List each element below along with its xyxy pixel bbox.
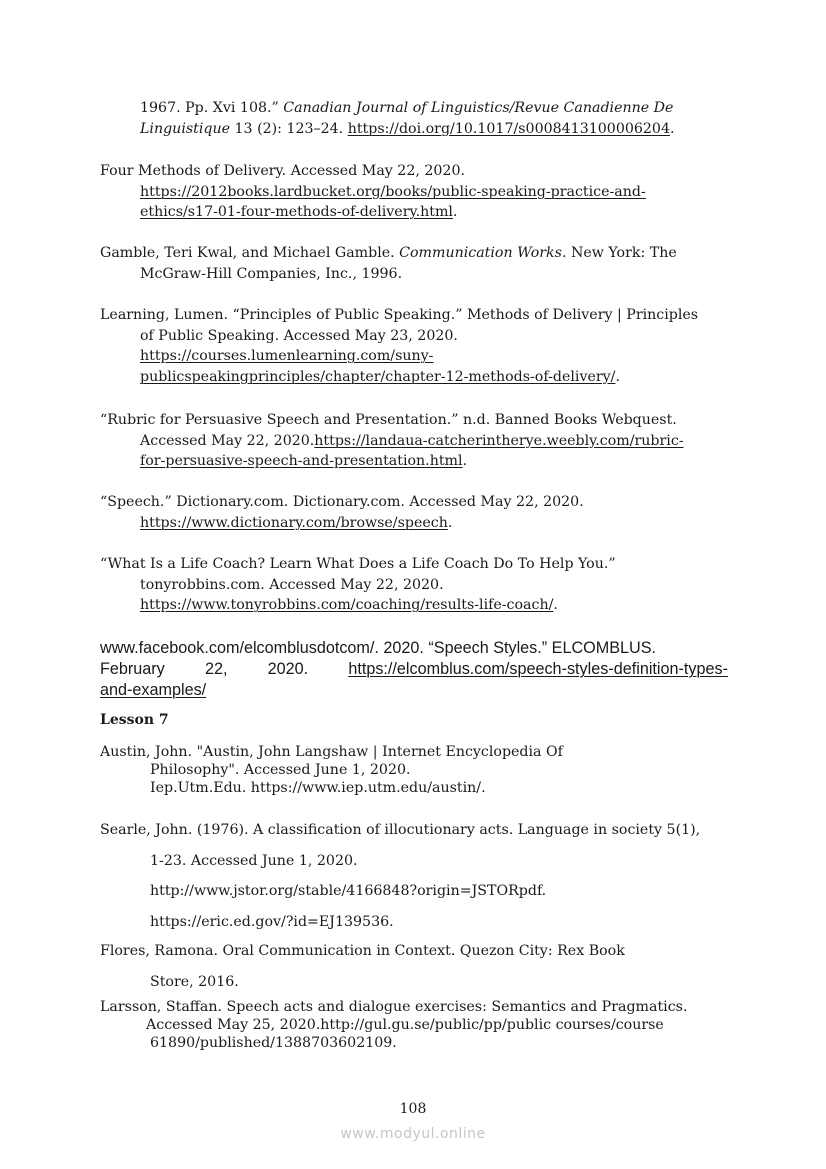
reference-line: https://www.dictionary.com/browse/speech.: [140, 514, 453, 531]
reference-entry: [100, 492, 730, 533]
reference-line: Four Methods of Delivery. Accessed May 22, 2020.: [100, 163, 465, 179]
url-link[interactable]: https://www.tonyrobbins.com/coaching/results-life-coach/: [140, 597, 554, 613]
url-link[interactable]: https://elcomblus.com/speech-styles-definition-types-: [348, 660, 728, 678]
reference-line: Larsson, Staffan. Speech acts and dialogue exercises: Semantics and Pragmatics.: [100, 999, 688, 1015]
reference-entry: [100, 998, 730, 1052]
reference-entry: [100, 243, 730, 284]
journal-title: Linguistique: [140, 120, 230, 137]
reference-entry: [100, 554, 730, 616]
reference-entry: [100, 743, 730, 797]
reference-line: “Rubric for Persuasive Speech and Presentation.” n.d. Banned Books Webquest.: [100, 412, 677, 428]
reference-line: Accessed May 22, 2020.https://landaua-catcherintherye.weebly.com/rubric-: [140, 432, 684, 449]
journal-title: Canadian Journal of Linguistics/Revue Canadienne De: [283, 100, 674, 116]
reference-line: of Public Speaking. Accessed May 23, 2020.: [140, 327, 458, 344]
reference-line: Philosophy". Accessed June 1, 2020.: [150, 762, 411, 778]
reference-line: “What Is a Life Coach? Learn What Does a Life Coach Do To Help You.”: [100, 556, 616, 572]
reference-line: Searle, John. (1976). A classification of illocutionary acts. Language in society 5(1),: [100, 822, 701, 838]
reference-entry: [100, 815, 730, 937]
reference-line: February 22, 2020. https://elcomblus.com/speech-styles-definition-types-: [100, 660, 728, 678]
reference-entry: [100, 638, 728, 701]
url-link[interactable]: for-persuasive-speech-and-presentation.html: [140, 453, 463, 469]
reference-line: “Speech.” Dictionary.com. Dictionary.com. Accessed May 22, 2020.: [100, 494, 584, 510]
url-link[interactable]: https://landaua-catcherintherye.weebly.com/rubric-: [314, 432, 684, 449]
watermark: www.modyul.online: [340, 1126, 486, 1142]
reference-line: [100, 346, 730, 367]
reference-line: 61890/published/1388703602109.: [150, 1035, 397, 1051]
reference-line: Gamble, Teri Kwal, and Michael Gamble. Communication Works. New York: The: [100, 245, 677, 261]
reference-line: for-persuasive-speech-and-presentation.html.: [140, 453, 468, 469]
book-title: Communication Works: [399, 245, 562, 261]
reference-entry: [100, 936, 730, 997]
url-link[interactable]: https://courses.lumenlearning.com/suny-: [140, 348, 434, 364]
reference-line: [100, 182, 730, 203]
url-link[interactable]: publicspeakingprinciples/chapter/chapter-12-methods-of-delivery/: [140, 368, 616, 385]
section-heading: Lesson 7: [100, 712, 169, 728]
reference-line: Linguistique 13 (2): 123–24. https://doi.org/10.1017/s0008413100006204.: [140, 120, 675, 137]
page-number: 108: [399, 1101, 427, 1117]
reference-line: McGraw-Hill Companies, Inc., 1996.: [140, 265, 403, 282]
reference-line: https://eric.ed.gov/?id=EJ139536.: [150, 913, 394, 930]
reference-entry: [100, 98, 730, 139]
reference-entry: [100, 161, 730, 223]
url-link[interactable]: https://www.dictionary.com/browse/speech: [140, 514, 448, 531]
reference-line: Austin, John. "Austin, John Langshaw | Internet Encyclopedia Of: [100, 744, 563, 760]
reference-line: 1-23. Accessed June 1, 2020.: [150, 852, 358, 869]
reference-entry: [100, 410, 730, 472]
reference-line: Store, 2016.: [150, 973, 239, 990]
reference-line: www.facebook.com/elcomblusdotcom/. 2020. “Speech Styles.” ELCOMBLUS.: [100, 639, 657, 657]
reference-line: Accessed May 25, 2020.http://gul.gu.se/public/pp/public courses/course: [146, 1017, 664, 1033]
reference-line: publicspeakingprinciples/chapter/chapter-12-methods-of-delivery/.: [140, 368, 620, 385]
reference-line: tonyrobbins.com. Accessed May 22, 2020.: [140, 576, 444, 593]
reference-line: ethics/s17-01-four-methods-of-delivery.html.: [140, 204, 458, 220]
url-link[interactable]: https://2012books.lardbucket.org/books/public-speaking-practice-and-: [140, 183, 646, 200]
reference-line: https://www.tonyrobbins.com/coaching/results-life-coach/.: [140, 597, 558, 613]
reference-line: 1967. Pp. Xvi 108.” Canadian Journal of Linguistics/Revue Canadienne De: [140, 100, 674, 116]
reference-line: [100, 680, 728, 701]
reference-line: Learning, Lumen. “Principles of Public Speaking.” Methods of Delivery | Principles: [100, 307, 699, 323]
reference-line: Flores, Ramona. Oral Communication in Context. Quezon City: Rex Book: [100, 943, 625, 959]
reference-line: http://www.jstor.org/stable/4166848?origin=JSTORpdf.: [150, 883, 547, 899]
url-link[interactable]: and-examples/: [100, 681, 207, 699]
reference-entry: [100, 305, 730, 387]
url-link[interactable]: ethics/s17-01-four-methods-of-delivery.html: [140, 204, 453, 220]
reference-line: Iep.Utm.Edu. https://www.iep.utm.edu/austin/.: [150, 780, 486, 796]
doi-link[interactable]: https://doi.org/10.1017/s0008413100006204: [347, 120, 670, 137]
